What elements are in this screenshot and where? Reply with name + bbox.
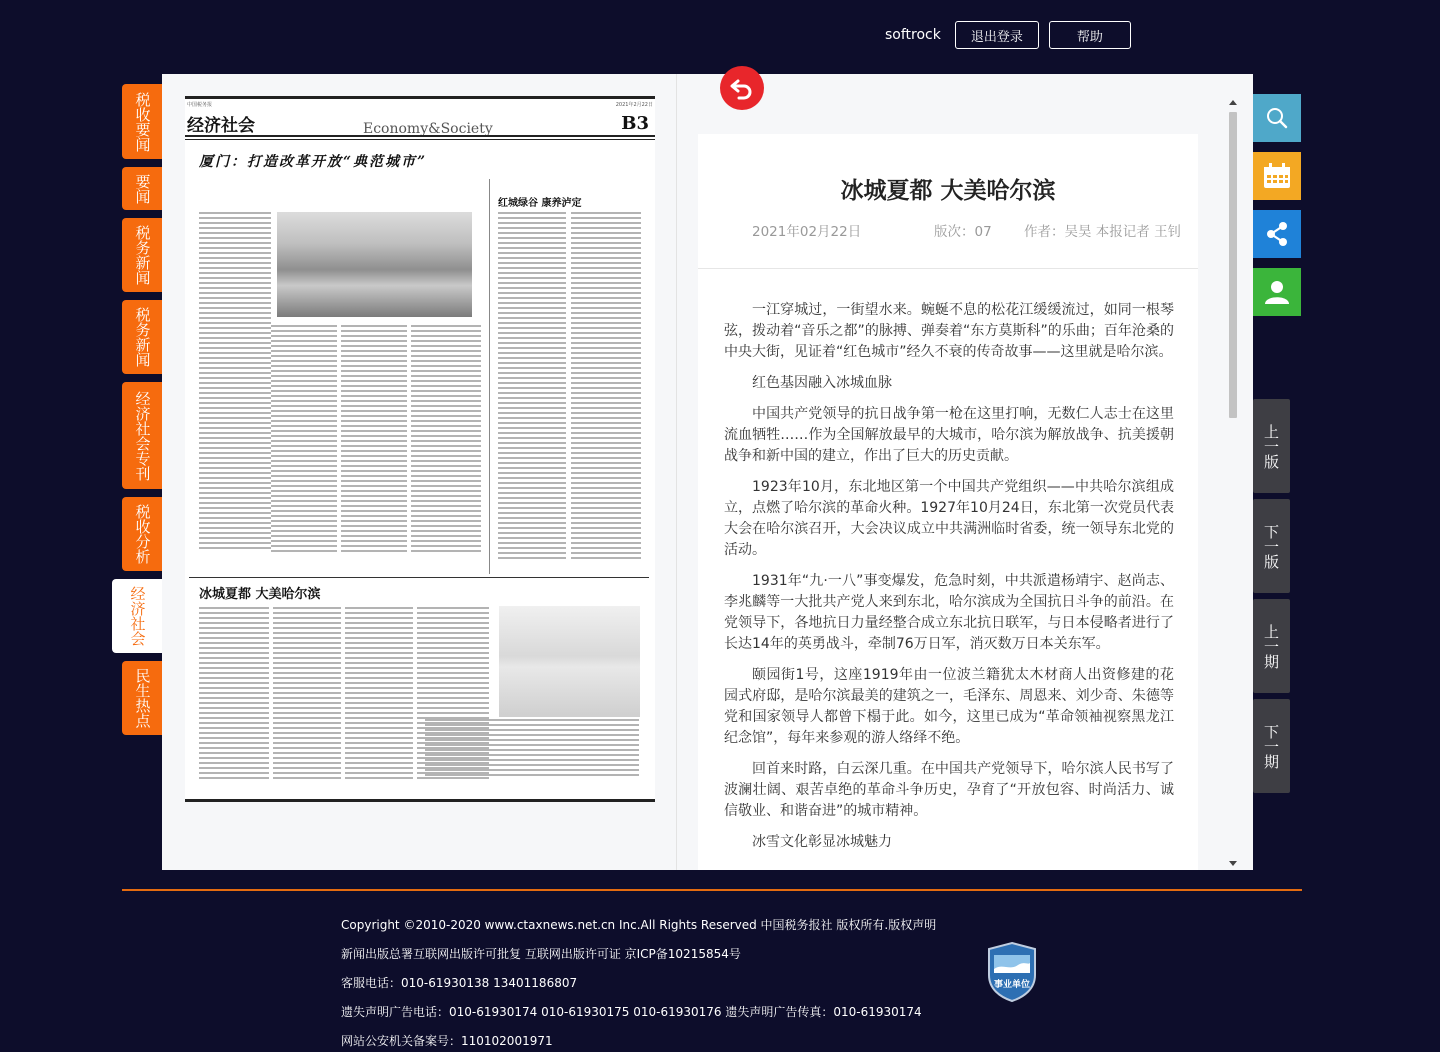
back-arrow-icon [729, 75, 755, 101]
section-tab-7-active[interactable]: 经济社会 [112, 579, 162, 653]
badge-shield-icon [986, 941, 1038, 1003]
prev-issue-button[interactable]: 上一期 [1253, 599, 1290, 693]
paper-text-block [341, 325, 407, 553]
paper-text-block [273, 607, 341, 779]
paper-masthead: 中国税务报 [187, 102, 213, 108]
article-author: 作者：吴昊 本报记者 王钊 [1024, 224, 1182, 240]
main-panel [162, 74, 1253, 870]
article-subheading: 冰雪文化彰显冰城魅力 [752, 834, 892, 850]
paper-page-code: B3 [621, 113, 649, 134]
section-nav [122, 84, 162, 743]
article-separator [189, 577, 649, 578]
scroll-down-arrow-icon[interactable] [1226, 858, 1240, 870]
section-tab-2[interactable]: 要闻 [122, 167, 162, 210]
footer-divider [122, 889, 1302, 891]
user-icon [1264, 279, 1290, 305]
column-divider [489, 179, 490, 574]
article-paragraph: 1931年“九·一八”事变爆发，危急时刻，中共派遣杨靖宇、赵尚志、李兆麟等一大批共产党人来到东北，哈尔滨成为全国抗日斗争的前沿。在党领导下，各地抗日力量经整合成立东北抗日联军，与日本侵略者进行了长达14年的英勇战斗，牵制76万日军，消灭数万日本关东军。 [724, 573, 1174, 652]
footer [341, 911, 936, 1052]
paper-section-title: 经济社会 [187, 116, 255, 136]
search-button[interactable] [1253, 94, 1301, 142]
paper-headline-main[interactable]: 厦门：打造改革开放“典范城市” [199, 154, 428, 170]
article-edition: 版次：07 [934, 224, 992, 240]
share-icon [1264, 221, 1290, 247]
share-button[interactable] [1253, 210, 1301, 258]
article-paragraph: 颐园街1号，这座1919年由一位波兰籍犹太木材商人出资修建的花园式府邸，是哈尔滨最美的建筑之一，毛泽东、周恩来、刘少奇、朱德等党和国家领导人都曾下榻于此。如今，这里已成为“革命领袖视察黑龙江纪念馆”，每年来参观的游人络绎不绝。 [724, 667, 1174, 746]
meta-divider [698, 268, 1198, 269]
institution-badge[interactable] [986, 941, 1038, 1003]
section-tab-6[interactable]: 税收分析 [122, 497, 162, 571]
article-scrollbar[interactable] [1226, 96, 1240, 870]
footer-license: 新闻出版总署互联网出版许可批复 互联网出版许可证 京ICP备10215854号 [341, 947, 741, 961]
calendar-button[interactable] [1253, 152, 1301, 200]
paper-text-block [345, 607, 413, 779]
article-paragraph: 1923年10月，东北地区第一个中国共产党组织——中共哈尔滨组成立，点燃了哈尔滨的革命火种。1927年10月24日，东北第一次党员代表大会在哈尔滨召开，大会决议成立中共满洲临时省委，统一领导东北党的活动。 [724, 479, 1174, 558]
user-button[interactable] [1253, 268, 1301, 316]
article-paragraph: 中国共产党领导的抗日战争第一枪在这里打响，无数仁人志士在这里流血牺牲……作为全国解放最早的大城市，哈尔滨为解放战争、抗美援朝战争和新中国的建立，作出了巨大的历史贡献。 [724, 406, 1174, 464]
badge-text: 事业单位 [993, 980, 1030, 990]
scroll-up-arrow-icon[interactable] [1226, 96, 1240, 108]
article-date: 2021年02月22日 [752, 224, 862, 240]
paper-header-strip [185, 101, 655, 108]
footer-police-record: 网站公安机关备案号：110102001971 [341, 1034, 553, 1048]
section-tab-3[interactable]: 税务新闻 [122, 218, 162, 292]
paper-text-block [199, 212, 271, 550]
article-subheading: 红色基因融入冰城血脉 [752, 375, 892, 391]
xiamen-photo [277, 212, 472, 317]
article-paragraph: 一江穿城过，一街望水来。蜿蜒不息的松花江缓缓流过，如同一根琴弦，拨动着“音乐之都”的脉搏、弹奏着“东方莫斯科”的乐曲；百年沧桑的中央大街，见证着“红色城市”经久不衰的传奇故事——这里就是哈尔滨。 [724, 302, 1174, 360]
section-tab-5[interactable]: 经济社会专刊 [122, 382, 162, 489]
next-page-button[interactable]: 下一版 [1253, 499, 1290, 593]
paper-date: 2021年2月22日 [615, 102, 653, 108]
footer-ad-phone: 遗失声明广告电话：010-61930174 010-61930175 010-61930176 遗失声明广告传真：010-61930174 [341, 1005, 922, 1019]
footer-copyright: Copyright ©2010-2020 www.ctaxnews.net.cn Inc.All Rights Reserved 中国税务报社 版权所有.版权声明 [341, 918, 937, 932]
paper-text-block [199, 607, 269, 779]
paper-text-block [498, 212, 566, 562]
footer-service-phone: 客服电话：010-61930138 13401186807 [341, 976, 578, 990]
paper-text-block [425, 719, 639, 779]
next-issue-button[interactable]: 下一期 [1253, 699, 1290, 793]
logout-button[interactable]: 退出登录 [955, 21, 1039, 49]
newspaper-pane [162, 74, 677, 870]
article-pane [698, 134, 1198, 870]
section-tab-8[interactable]: 民生热点 [122, 661, 162, 735]
harbin-photo [499, 606, 640, 717]
paper-section-english: Economy&Society [363, 121, 493, 137]
paper-headline-right[interactable]: 红城绿谷 康养泸定 [498, 198, 582, 209]
search-icon [1266, 107, 1288, 129]
article-body [724, 300, 1174, 863]
paper-rule [185, 135, 655, 137]
prev-page-button[interactable]: 上一版 [1253, 399, 1290, 493]
article-meta [752, 220, 1192, 240]
paper-rule-thin [185, 139, 655, 140]
article-title: 冰城夏都 大美哈尔滨 [840, 178, 1056, 204]
scrollbar-thumb[interactable] [1229, 112, 1237, 418]
top-bar [870, 21, 1131, 49]
paper-text-block [571, 212, 641, 562]
newspaper-page[interactable] [185, 96, 655, 802]
help-button[interactable]: 帮助 [1049, 21, 1131, 49]
paper-headline-bottom[interactable]: 冰城夏都 大美哈尔滨 [199, 587, 321, 602]
paper-text-block [411, 325, 481, 553]
section-tab-4[interactable]: 税务新闻 [122, 300, 162, 374]
username: softrock [885, 27, 941, 43]
calendar-icon [1263, 163, 1291, 189]
article-paragraph: 回首来时路，白云深几重。在中国共产党领导下，哈尔滨人民书写了波澜壮阔、艰苦卓绝的革命斗争历史，孕育了“开放包容、时尚活力、诚信敬业、和谐奋进”的城市精神。 [724, 761, 1174, 819]
section-tab-1[interactable]: 税收要闻 [122, 84, 162, 159]
back-button[interactable] [720, 66, 764, 110]
paper-text-block [271, 325, 337, 553]
